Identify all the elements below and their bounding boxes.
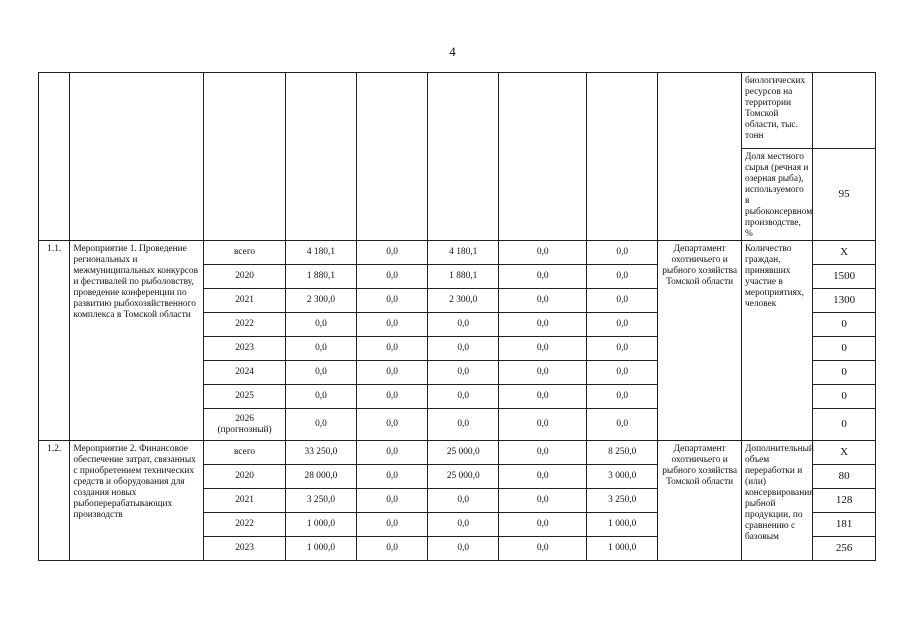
indicator-value: 95 <box>813 149 876 241</box>
amount-cell: 0,0 <box>357 241 428 265</box>
year-cell: 2023 <box>204 537 286 561</box>
amount-cell: 0,0 <box>357 337 428 361</box>
amount-cell: 1 000,0 <box>587 513 658 537</box>
indicator-value: 181 <box>813 513 876 537</box>
amount-cell: 0,0 <box>428 513 499 537</box>
amount-cell: 0,0 <box>357 313 428 337</box>
year-cell: 2022 <box>204 513 286 537</box>
amount-cell: 1 880,1 <box>428 265 499 289</box>
continuation-row <box>39 73 876 149</box>
indicator-value: 0 <box>813 313 876 337</box>
amount-cell: 0,0 <box>285 313 356 337</box>
amount-cell: 0,0 <box>357 513 428 537</box>
amount-cell: 0,0 <box>587 265 658 289</box>
amount-cell: 0,0 <box>587 289 658 313</box>
amount-cell: 0,0 <box>357 409 428 441</box>
amount-cell: 0,0 <box>285 385 356 409</box>
amount-cell: 0,0 <box>285 409 356 441</box>
indicator-value: 1300 <box>813 289 876 313</box>
amount-cell: 8 250,0 <box>587 441 658 465</box>
amount-cell: 0,0 <box>428 313 499 337</box>
year-cell: 2026 (прогнозный) <box>204 409 286 441</box>
year-cell: всего <box>204 441 286 465</box>
amount-cell: 1 880,1 <box>285 265 356 289</box>
indicator-value <box>813 73 876 149</box>
amount-cell: 1 000,0 <box>285 537 356 561</box>
amount-cell: 1 000,0 <box>285 513 356 537</box>
amount-cell: 25 000,0 <box>428 441 499 465</box>
amount-cell: 0,0 <box>499 385 587 409</box>
amount-cell: 0,0 <box>357 465 428 489</box>
amount-cell: 0,0 <box>499 537 587 561</box>
indicator-value: 1500 <box>813 265 876 289</box>
amount-cell: 0,0 <box>428 537 499 561</box>
year-cell: 2022 <box>204 313 286 337</box>
amount-cell: 33 250,0 <box>285 441 356 465</box>
amount-cell: 0,0 <box>499 489 587 513</box>
indicator-value: 0 <box>813 409 876 441</box>
year-cell: 2023 <box>204 337 286 361</box>
table-row <box>39 441 876 465</box>
department-cell: Департамент охотничьего и рыбного хозяйства Томской области <box>658 441 742 561</box>
amount-cell: 0,0 <box>428 409 499 441</box>
indicator-text: биологических ресурсов на территории Томской области, тыс. тонн <box>742 73 813 149</box>
year-cell: 2025 <box>204 385 286 409</box>
amount-cell: 0,0 <box>499 337 587 361</box>
year-cell: 2021 <box>204 289 286 313</box>
amount-cell: 0,0 <box>499 241 587 265</box>
measure-name: Мероприятие 2. Финансовое обеспечение затрат, связанных с приобретением технических средств и оборудования для создания новых рыбоперерабатывающих производств <box>70 441 204 561</box>
amount-cell: 0,0 <box>499 441 587 465</box>
indicator-name: Количество граждан, принявших участие в мероприятиях, человек <box>742 241 813 441</box>
amount-cell: 0,0 <box>499 361 587 385</box>
indicator-value: 0 <box>813 385 876 409</box>
amount-cell: 0,0 <box>357 489 428 513</box>
amount-cell: 0,0 <box>499 313 587 337</box>
indicator-value: 256 <box>813 537 876 561</box>
amount-cell: 0,0 <box>499 265 587 289</box>
amount-cell: 0,0 <box>428 337 499 361</box>
amount-cell: 0,0 <box>357 385 428 409</box>
amount-cell: 2 300,0 <box>285 289 356 313</box>
amount-cell: 3 000,0 <box>587 465 658 489</box>
amount-cell: 0,0 <box>587 361 658 385</box>
amount-cell: 2 300,0 <box>428 289 499 313</box>
amount-cell: 28 000,0 <box>285 465 356 489</box>
amount-cell: 0,0 <box>357 537 428 561</box>
page-number: 4 <box>449 44 456 59</box>
indicator-value: 80 <box>813 465 876 489</box>
measure-number: 1.2. <box>39 441 70 561</box>
amount-cell: 0,0 <box>285 337 356 361</box>
indicator-text: Доля местного сырья (речная и озерная рыба), используемого в рыбоконсервном производстве, % <box>742 149 813 241</box>
table-row <box>39 241 876 265</box>
amount-cell: 0,0 <box>285 361 356 385</box>
amount-cell: 0,0 <box>587 409 658 441</box>
indicator-name: Дополнительный объем переработки и (или) консервирования рыбной продукции, по сравнению с базовым <box>742 441 813 561</box>
amount-cell: 0,0 <box>499 289 587 313</box>
year-cell: 2021 <box>204 489 286 513</box>
year-cell: всего <box>204 241 286 265</box>
amount-cell: 0,0 <box>357 441 428 465</box>
program-table <box>38 72 876 561</box>
indicator-value: 128 <box>813 489 876 513</box>
measure-number: 1.1. <box>39 241 70 441</box>
year-cell: 2020 <box>204 465 286 489</box>
indicator-value: Х <box>813 441 876 465</box>
measure-name: Мероприятие 1. Проведение региональных и межмуниципальных конкурсов и фестивалей по рыболовству, проведение конференции по развитию рыбохозяйственного комплекса в Томской области <box>70 241 204 441</box>
amount-cell: 0,0 <box>357 265 428 289</box>
amount-cell: 0,0 <box>357 289 428 313</box>
indicator-value: 0 <box>813 337 876 361</box>
department-cell: Департамент охотничьего и рыбного хозяйства Томской области <box>658 241 742 441</box>
amount-cell: 0,0 <box>499 513 587 537</box>
year-cell: 2024 <box>204 361 286 385</box>
amount-cell: 0,0 <box>587 313 658 337</box>
year-cell: 2020 <box>204 265 286 289</box>
amount-cell: 0,0 <box>428 385 499 409</box>
amount-cell: 0,0 <box>587 337 658 361</box>
indicator-value: Х <box>813 241 876 265</box>
amount-cell: 3 250,0 <box>587 489 658 513</box>
amount-cell: 1 000,0 <box>587 537 658 561</box>
amount-cell: 0,0 <box>587 385 658 409</box>
amount-cell: 0,0 <box>428 361 499 385</box>
amount-cell: 0,0 <box>499 465 587 489</box>
amount-cell: 0,0 <box>357 361 428 385</box>
amount-cell: 0,0 <box>499 409 587 441</box>
amount-cell: 0,0 <box>587 241 658 265</box>
amount-cell: 3 250,0 <box>285 489 356 513</box>
amount-cell: 0,0 <box>428 489 499 513</box>
amount-cell: 4 180,1 <box>428 241 499 265</box>
amount-cell: 25 000,0 <box>428 465 499 489</box>
amount-cell: 4 180,1 <box>285 241 356 265</box>
indicator-value: 0 <box>813 361 876 385</box>
